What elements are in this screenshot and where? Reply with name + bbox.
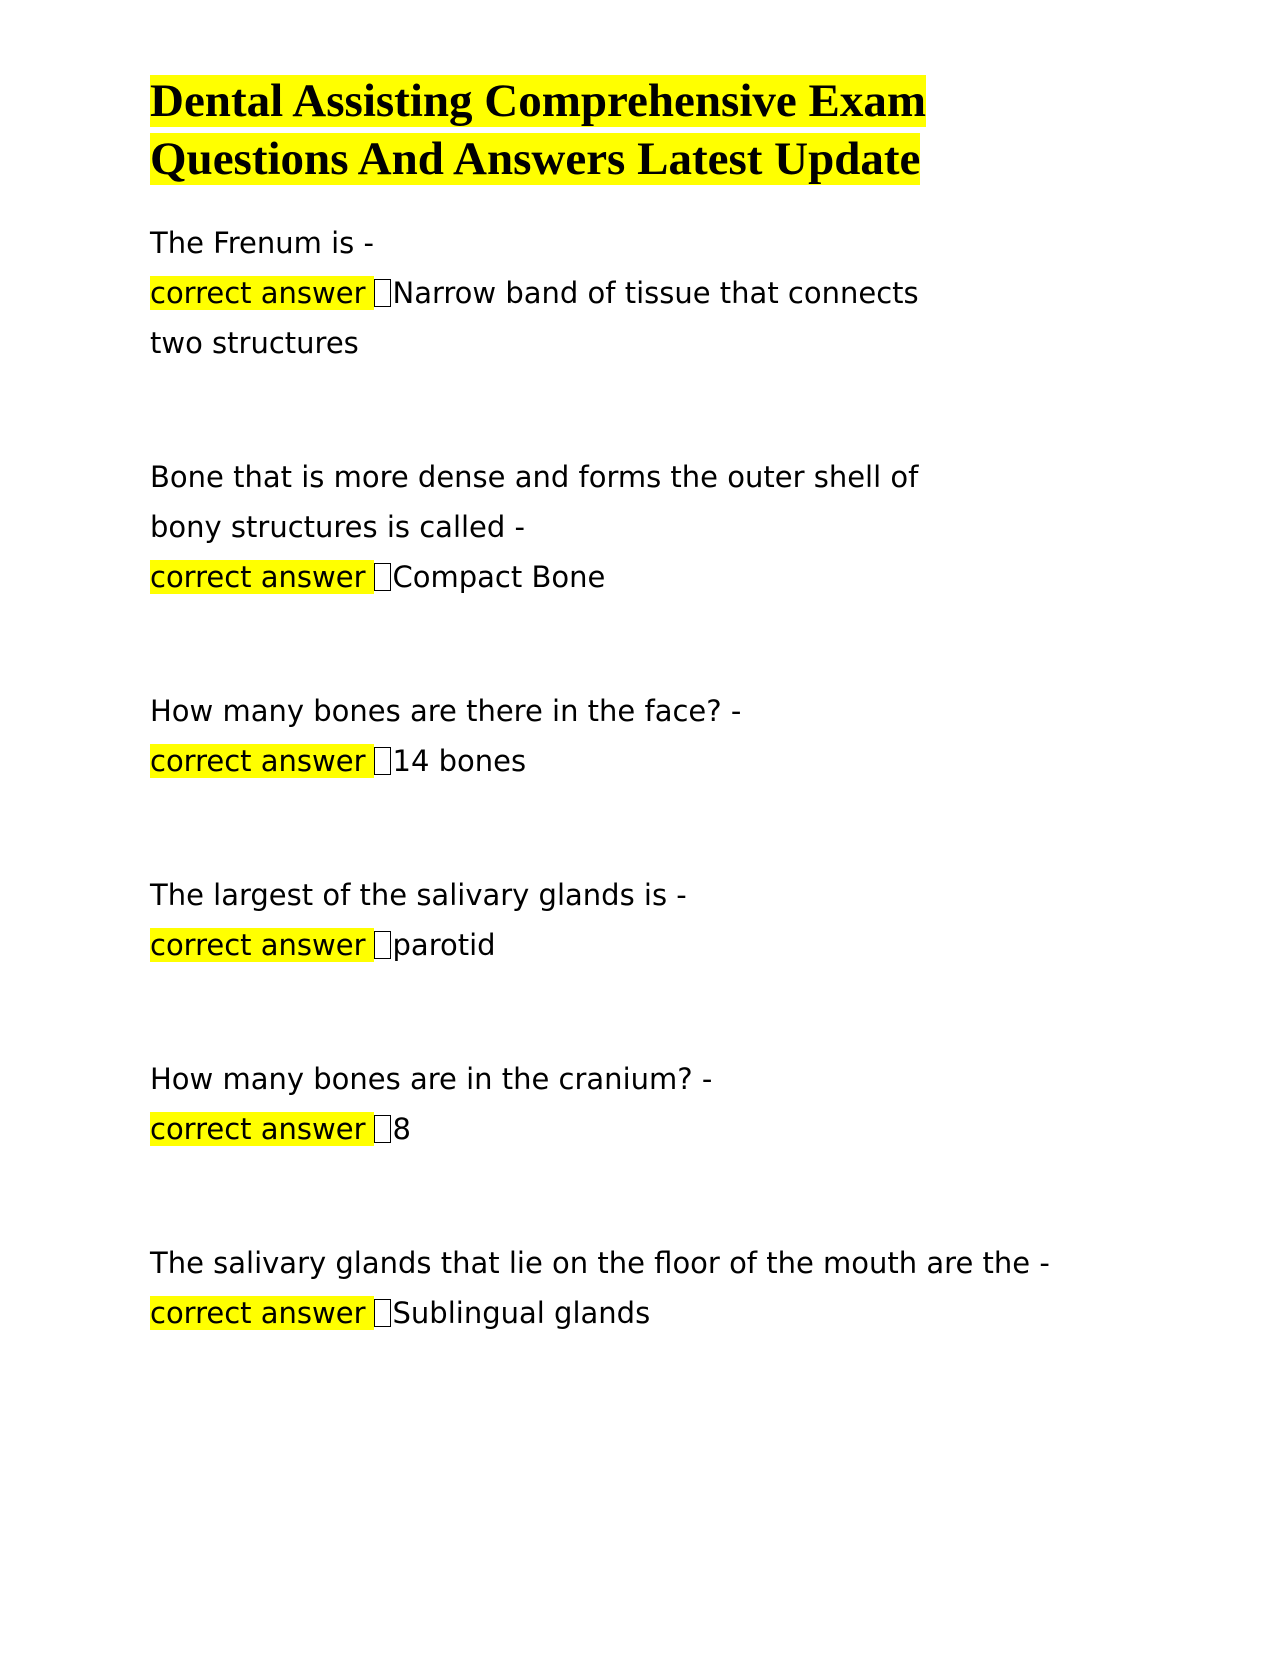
document-page bbox=[150, 72, 1110, 1422]
qa-item bbox=[150, 870, 1110, 970]
document-title bbox=[150, 72, 1110, 188]
qa-item bbox=[150, 686, 1110, 786]
answer-line bbox=[150, 268, 950, 368]
answer-line bbox=[150, 1288, 1110, 1338]
question-text: The salivary glands that lie on the floor of the mouth are the - bbox=[150, 1246, 1050, 1280]
correct-answer-label: correct answer bbox=[150, 1112, 374, 1146]
qa-list bbox=[150, 218, 1110, 1338]
qa-item bbox=[150, 218, 950, 368]
answer-text: 8 bbox=[392, 1112, 411, 1146]
answer-text: Sublingual glands bbox=[392, 1296, 651, 1330]
missing-glyph-icon bbox=[374, 747, 391, 775]
missing-glyph-icon bbox=[374, 279, 391, 307]
correct-answer-label: correct answer bbox=[150, 1296, 374, 1330]
correct-answer-label: correct answer bbox=[150, 928, 374, 962]
qa-item bbox=[150, 1054, 1110, 1154]
missing-glyph-icon bbox=[374, 1299, 391, 1327]
title-line-1: Dental Assisting Comprehensive Exam bbox=[150, 75, 926, 127]
answer-line bbox=[150, 1104, 1110, 1154]
missing-glyph-icon bbox=[374, 563, 391, 591]
question-text: The Frenum is - bbox=[150, 226, 374, 260]
correct-answer-label: correct answer bbox=[150, 276, 374, 310]
answer-line bbox=[150, 552, 960, 602]
answer-line bbox=[150, 736, 1110, 786]
qa-item bbox=[150, 1238, 1110, 1338]
title-line-2: Questions And Answers Latest Update bbox=[150, 133, 921, 185]
answer-text: 14 bones bbox=[392, 744, 527, 778]
correct-answer-label: correct answer bbox=[150, 744, 374, 778]
qa-item bbox=[150, 452, 960, 602]
answer-text: parotid bbox=[392, 928, 496, 962]
missing-glyph-icon bbox=[374, 931, 391, 959]
answer-text: Compact Bone bbox=[392, 560, 606, 594]
missing-glyph-icon bbox=[374, 1115, 391, 1143]
question-text: How many bones are there in the face? - bbox=[150, 694, 742, 728]
correct-answer-label: correct answer bbox=[150, 560, 374, 594]
question-text: How many bones are in the cranium? - bbox=[150, 1062, 713, 1096]
question-text: Bone that is more dense and forms the outer shell of bony structures is called - bbox=[150, 460, 919, 544]
answer-line bbox=[150, 920, 1110, 970]
answer-text: Narrow band of tissue that connects two structures bbox=[150, 276, 919, 360]
question-text: The largest of the salivary glands is - bbox=[150, 878, 687, 912]
